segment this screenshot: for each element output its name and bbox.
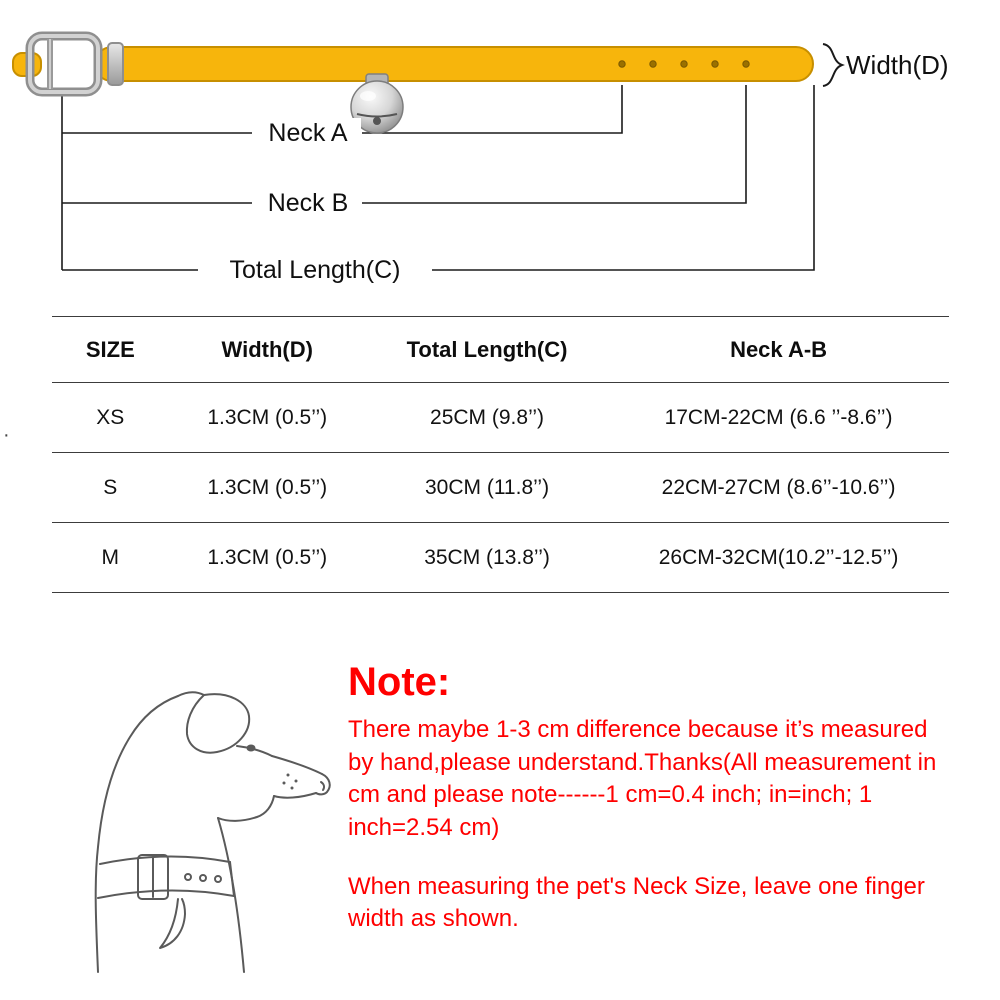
table-cell: S (52, 453, 169, 523)
size-table-header-row (52, 317, 949, 383)
collar-illustration (0, 0, 1000, 305)
table-cell: M (52, 523, 169, 593)
collar-measurement-diagram (0, 0, 1000, 305)
dog-sketch-illustration (38, 652, 350, 977)
dog-sketch (38, 652, 350, 977)
table-cell: 22CM-27CM (8.6’’-10.6’’) (608, 453, 949, 523)
width-label: Width(D) (846, 50, 949, 80)
table-cell: 30CM (11.8’’) (366, 453, 608, 523)
table-cell: 26CM-32CM(10.2’’-12.5’’) (608, 523, 949, 593)
header-width: Width(D) (169, 317, 366, 383)
total-length-label: Total Length(C) (200, 255, 430, 285)
dog-eye (247, 745, 256, 752)
stray-dot-artifact: · (3, 424, 10, 446)
size-table (52, 316, 949, 593)
note-section (348, 660, 956, 936)
neck-b-label: Neck B (255, 188, 361, 218)
width-brace (823, 44, 842, 86)
table-cell: 35CM (13.8’’) (366, 523, 608, 593)
table-cell: 17CM-22CM (6.6 ’’-8.6’’) (608, 383, 949, 453)
table-cell: XS (52, 383, 169, 453)
neck-a-label: Neck A (255, 118, 361, 148)
header-neck-a-b: Neck A-B (608, 317, 949, 383)
header-total-length: Total Length(C) (366, 317, 608, 383)
collar-strap (95, 47, 813, 81)
table-cell: 1.3CM (0.5’’) (169, 383, 366, 453)
table-cell: 1.3CM (0.5’’) (169, 523, 366, 593)
collar-keeper (108, 43, 123, 85)
size-row-xs (52, 383, 949, 453)
size-row-m (52, 523, 949, 593)
table-cell: 1.3CM (0.5’’) (169, 453, 366, 523)
size-row-s (52, 453, 949, 523)
table-cell: 25CM (9.8’’) (366, 383, 608, 453)
header-size: SIZE (52, 317, 169, 383)
note-heading: Note: (348, 660, 451, 704)
whisker-dots (283, 774, 298, 790)
note-footer-paragraph: When measuring the pet's Neck Size, leave one finger width as shown. (348, 872, 925, 933)
note-paragraph: There maybe 1-3 cm difference because it’s measured by hand,please understand.Thanks(All measurement in cm and please note------1 cm=0.4 inch; in=inch; 1 inch=2.54 cm) (348, 716, 937, 841)
